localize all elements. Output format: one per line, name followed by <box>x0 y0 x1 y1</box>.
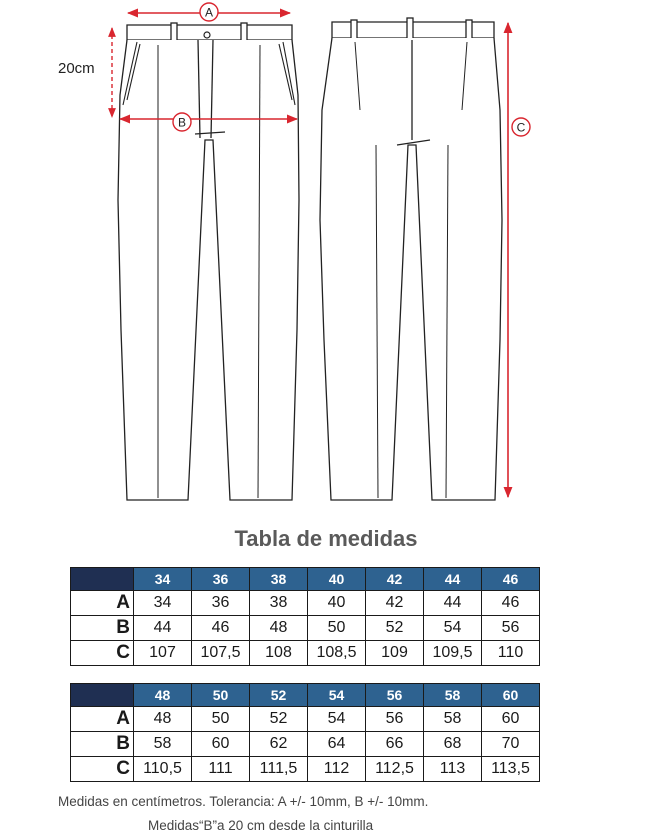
table-cell: 42 <box>366 591 424 616</box>
back-view <box>320 18 502 500</box>
size-table-2 <box>70 683 540 782</box>
size-header: 52 <box>250 684 308 707</box>
table-cell: 58 <box>424 707 482 732</box>
table-cell: 113 <box>424 757 482 782</box>
table-cell: 60 <box>482 707 540 732</box>
table-cell: 66 <box>366 732 424 757</box>
marker-c-label: C <box>516 120 526 135</box>
measure-b-note: Medidas“B”a 20 cm desde la cinturilla <box>148 818 374 833</box>
table-cell: 62 <box>250 732 308 757</box>
table-cell: 50 <box>308 616 366 641</box>
front-outline <box>118 40 299 500</box>
size-header: 48 <box>134 684 192 707</box>
table-cell: 60 <box>192 732 250 757</box>
table-cell: 38 <box>250 591 308 616</box>
table-cell: 113,5 <box>482 757 540 782</box>
size-header: 50 <box>192 684 250 707</box>
table-title: Tabla de medidas <box>234 526 418 551</box>
size-header: 34 <box>134 568 192 591</box>
table-row <box>71 641 540 666</box>
table-cell: 110,5 <box>134 757 192 782</box>
table-row <box>71 616 540 641</box>
table-cell: 48 <box>134 707 192 732</box>
table-cell: 64 <box>308 732 366 757</box>
table-cell: 52 <box>366 616 424 641</box>
back-outline <box>320 38 502 500</box>
size-header-row <box>71 684 540 707</box>
label-20cm: 20cm <box>58 60 95 77</box>
size-header: 54 <box>308 684 366 707</box>
header-corner <box>71 684 134 707</box>
table-cell: 56 <box>366 707 424 732</box>
table-cell: 107 <box>134 641 192 666</box>
table-row <box>71 732 540 757</box>
table-cell: 107,5 <box>192 641 250 666</box>
row-label: B <box>71 732 134 757</box>
table-cell: 52 <box>250 707 308 732</box>
table-cell: 44 <box>424 591 482 616</box>
table-cell: 58 <box>134 732 192 757</box>
table-cell: 109 <box>366 641 424 666</box>
size-header-row <box>71 568 540 591</box>
front-view <box>118 23 299 500</box>
size-header: 36 <box>192 568 250 591</box>
table-cell: 108 <box>250 641 308 666</box>
table-cell: 46 <box>482 591 540 616</box>
table-cell: 109,5 <box>424 641 482 666</box>
tolerance-note: Medidas en centímetros. Tolerancia: A +/- 10mm, B +/- 10mm. <box>58 794 429 809</box>
row-label: B <box>71 616 134 641</box>
table-cell: 34 <box>134 591 192 616</box>
size-table-1 <box>70 567 540 666</box>
table-cell: 54 <box>308 707 366 732</box>
marker-b-label: B <box>177 115 187 130</box>
size-header: 42 <box>366 568 424 591</box>
table-cell: 111,5 <box>250 757 308 782</box>
row-label: A <box>71 591 134 616</box>
table-cell: 36 <box>192 591 250 616</box>
size-header: 40 <box>308 568 366 591</box>
table-row <box>71 591 540 616</box>
table-cell: 111 <box>192 757 250 782</box>
size-header: 60 <box>482 684 540 707</box>
table-cell: 112 <box>308 757 366 782</box>
size-header: 58 <box>424 684 482 707</box>
table-cell: 44 <box>134 616 192 641</box>
size-header: 44 <box>424 568 482 591</box>
table-cell: 54 <box>424 616 482 641</box>
table-cell: 48 <box>250 616 308 641</box>
size-header: 46 <box>482 568 540 591</box>
table-cell: 40 <box>308 591 366 616</box>
table-cell: 68 <box>424 732 482 757</box>
row-label: A <box>71 707 134 732</box>
button-icon <box>204 32 210 38</box>
size-header: 38 <box>250 568 308 591</box>
table-cell: 108,5 <box>308 641 366 666</box>
size-header: 56 <box>366 684 424 707</box>
table-cell: 112,5 <box>366 757 424 782</box>
row-label: C <box>71 641 134 666</box>
table-cell: 70 <box>482 732 540 757</box>
row-label: C <box>71 757 134 782</box>
table-cell: 46 <box>192 616 250 641</box>
table-row <box>71 707 540 732</box>
table-cell: 50 <box>192 707 250 732</box>
header-corner <box>71 568 134 591</box>
table-cell: 110 <box>482 641 540 666</box>
table-row <box>71 757 540 782</box>
table-cell: 56 <box>482 616 540 641</box>
marker-a-label: A <box>204 5 214 20</box>
